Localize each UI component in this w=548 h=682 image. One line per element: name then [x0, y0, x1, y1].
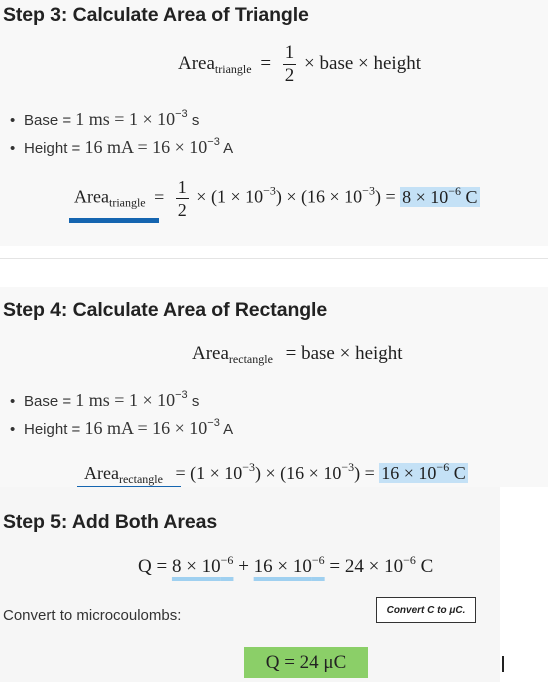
step4-formula: Area$_{rectangle}$ = base × height [192, 343, 403, 366]
step5-sum: $Q = 8 \times 10^{-6} + 16 \times 10^{-6} = 24 \times 10^{-6}$ C [138, 553, 434, 577]
text-cursor [502, 656, 504, 672]
step4-result-highlight: $16 \times 10^{-6}$ C [381, 460, 466, 483]
step3-height-bullet: • Height = 16 mA = $16 \times 10^{-3}$ A [10, 136, 234, 157]
section-divider [0, 258, 548, 259]
step3-result-highlight: $8 \times 10^{-6}$ C [402, 183, 478, 207]
step4-height-bullet: • Height = 16 mA = $16 \times 10^{-3}$ A [10, 417, 234, 438]
step3-base-bullet: • Base = 1 ms = $1 \times 10^{-3}$ s [10, 108, 200, 129]
convert-text: Convert to microcoulombs: [3, 607, 182, 624]
step5-heading: Step 5: Add Both Areas [3, 511, 218, 533]
step3-calculation: Area$_{triangle}$ = $\frac{1}{2}$ × $(1 \times 10^{-3}) \times (16 \times 10^{-3}) = 8 \times 10^{-6}$ C [74, 177, 478, 220]
step4-base-bullet: • Base = 1 ms = $1 \times 10^{-3}$ s [10, 389, 200, 410]
step3-formula: Area$_{triangle}$ = $\frac{1}{2}$ × base × height [178, 42, 421, 86]
step5-term1-underline: $8 \times 10^{-6}$ [171, 553, 234, 577]
step4-heading: Step 4: Calculate Area of Rectangle [3, 299, 328, 321]
step3-heading: Step 3: Calculate Area of Triangle [3, 4, 309, 26]
step3-underline-bar [69, 218, 159, 223]
step5-term2-underline: $16 \times 10^{-6}$ [253, 553, 325, 577]
final-result: Q = 24 μC [244, 647, 368, 678]
step4-calculation: Area$_{rectangle}$ = $(1 \times 10^{-3}) \times (16 \times 10^{-3}) = 16 \times 10^{-6}$ C [84, 460, 466, 486]
annotation-note: Convert C to μC. [376, 597, 476, 623]
